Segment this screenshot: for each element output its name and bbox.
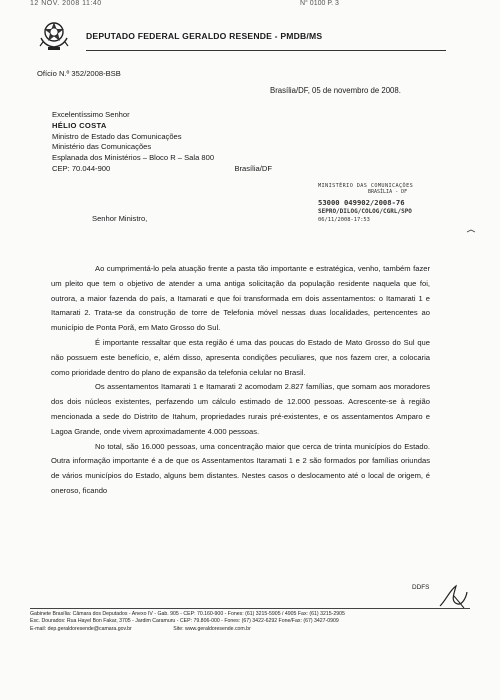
header-divider — [86, 50, 446, 51]
typist-initials: DDFS — [412, 584, 430, 591]
recipient-position: Ministro de Estado das Comunicações — [52, 131, 182, 141]
recipient-cep: CEP: 70.044-900 — [52, 163, 111, 173]
footer-email: E-mail: dep.geraldoresende@camara.gov.br — [30, 625, 132, 632]
recipient-name: HÉLIO COSTA — [52, 120, 107, 130]
footer-dourados-office: Esc. Dourados: Rua Hayel Bon Fakar, 3705 - Jardim Caramuru - CEP: 79.806-000 - Fones: (67) 3422-6292 Fone/Fax: (67) 3427-0909 — [30, 618, 339, 625]
stamp-ministry: MINISTÉRIO DAS COMUNICAÇÕES — [318, 183, 414, 189]
letterhead-footer — [30, 611, 470, 633]
office-number: Ofício N.º 352/2008-BSB — [37, 69, 121, 78]
body-paragraph-1: Ao cumprimentá-lo pela atuação frente a pasta tão importante e estratégica, venho, também fazer um pleito que tem o objetivo de atender a uma antiga solicitação da população residente naquela que foi, outrora, a maior fazenda do país, a Itamarati e que foi transformada em dois assentamentos: o Itamarati 1 e Itamarati 2. Trata-se da construção de torre de Telefonia móvel nessas duas localidades, pertencentes ao município de Ponta Porã, em Mato Grosso do Sul. — [51, 264, 430, 333]
date-line: Brasília/DF, 05 de novembro de 2008. — [270, 86, 401, 95]
letter-body — [51, 262, 430, 499]
footer-contacts — [30, 626, 470, 633]
protocol-stamp — [318, 183, 498, 223]
recipient-cep-row — [52, 164, 272, 175]
stamp-timestamp: 06/11/2008-17:53 — [318, 217, 370, 223]
fax-header-id: N° 0100 P. 3 — [300, 0, 339, 7]
body-paragraph-3: Os assentamentos Itamarati 1 e Itamarati 2 acomodam 2.827 famílias, que somam aos moradores dos dois núcleos existentes, perfazendo um cálculo estimado de 12.000 pessoas. Acrescente-se à região mencionada a sede do Distrito de Itahum, propriedades rurais pré-existentes, e os assentamentos Amparo e Lagoa Grande, onde vivem aproximadamente 4.000 pessoas. — [51, 382, 430, 436]
recipient-block — [52, 110, 272, 175]
stamp-city: BRASÍLIA - DF — [368, 189, 408, 195]
stamp-routing: SEPRO/DILOG/COLOG/CGRL/SPO — [318, 208, 412, 215]
footer-site: Site: www.geraldoresende.com.br — [173, 625, 251, 632]
fax-header-date: 12 NOV. 2008 11:40 — [30, 0, 102, 7]
salutation: Senhor Ministro, — [92, 214, 148, 223]
recipient-ministry: Ministério das Comunicações — [52, 142, 152, 152]
body-paragraph-4: No total, são 16.000 pessoas, uma concentração maior que cerca de trinta municípios do Estado. Outra informação importante é a de que os Assentamentos Itaramati 1 e 2 são formados por famílias oriundas de vários municípios do Estado, alguns bem distantes. Nestes casos o deslocamento até o local de origem, é oneroso, ficando — [51, 441, 430, 495]
letterhead-title: DEPUTADO FEDERAL GERALDO RESENDE - PMDB/MS — [86, 31, 323, 41]
body-paragraph-2: É importante ressaltar que esta região é uma das poucas do Estado de Mato Grosso do Sul que não possuem este benefício, e, além disso, apresenta condições peculiares, que nos fazem crer, a colocaria como prioridade dentro do plano de expansão da telefonia celular no Brasil. — [51, 337, 430, 377]
footer-brasilia-office: Gabinete Brasília: Câmara dos Deputados - Anexo IV - Gab. 905 - CEP: 70.160-900 - Fones: (61) 3215-5905 / 4905 Fax: (61) 3215-2905 — [30, 611, 345, 617]
recipient-city: Brasília/DF — [234, 163, 272, 173]
recipient-address: Esplanada dos Ministérios – Bloco R – Sala 800 — [52, 153, 215, 163]
recipient-honorific: Excelentíssimo Senhor — [52, 110, 130, 119]
brazil-coat-of-arms-icon — [36, 16, 72, 52]
margin-mark — [466, 229, 476, 233]
footer-divider — [30, 608, 470, 609]
stamp-protocol-number: 53000 049902/2008-76 — [318, 198, 405, 207]
